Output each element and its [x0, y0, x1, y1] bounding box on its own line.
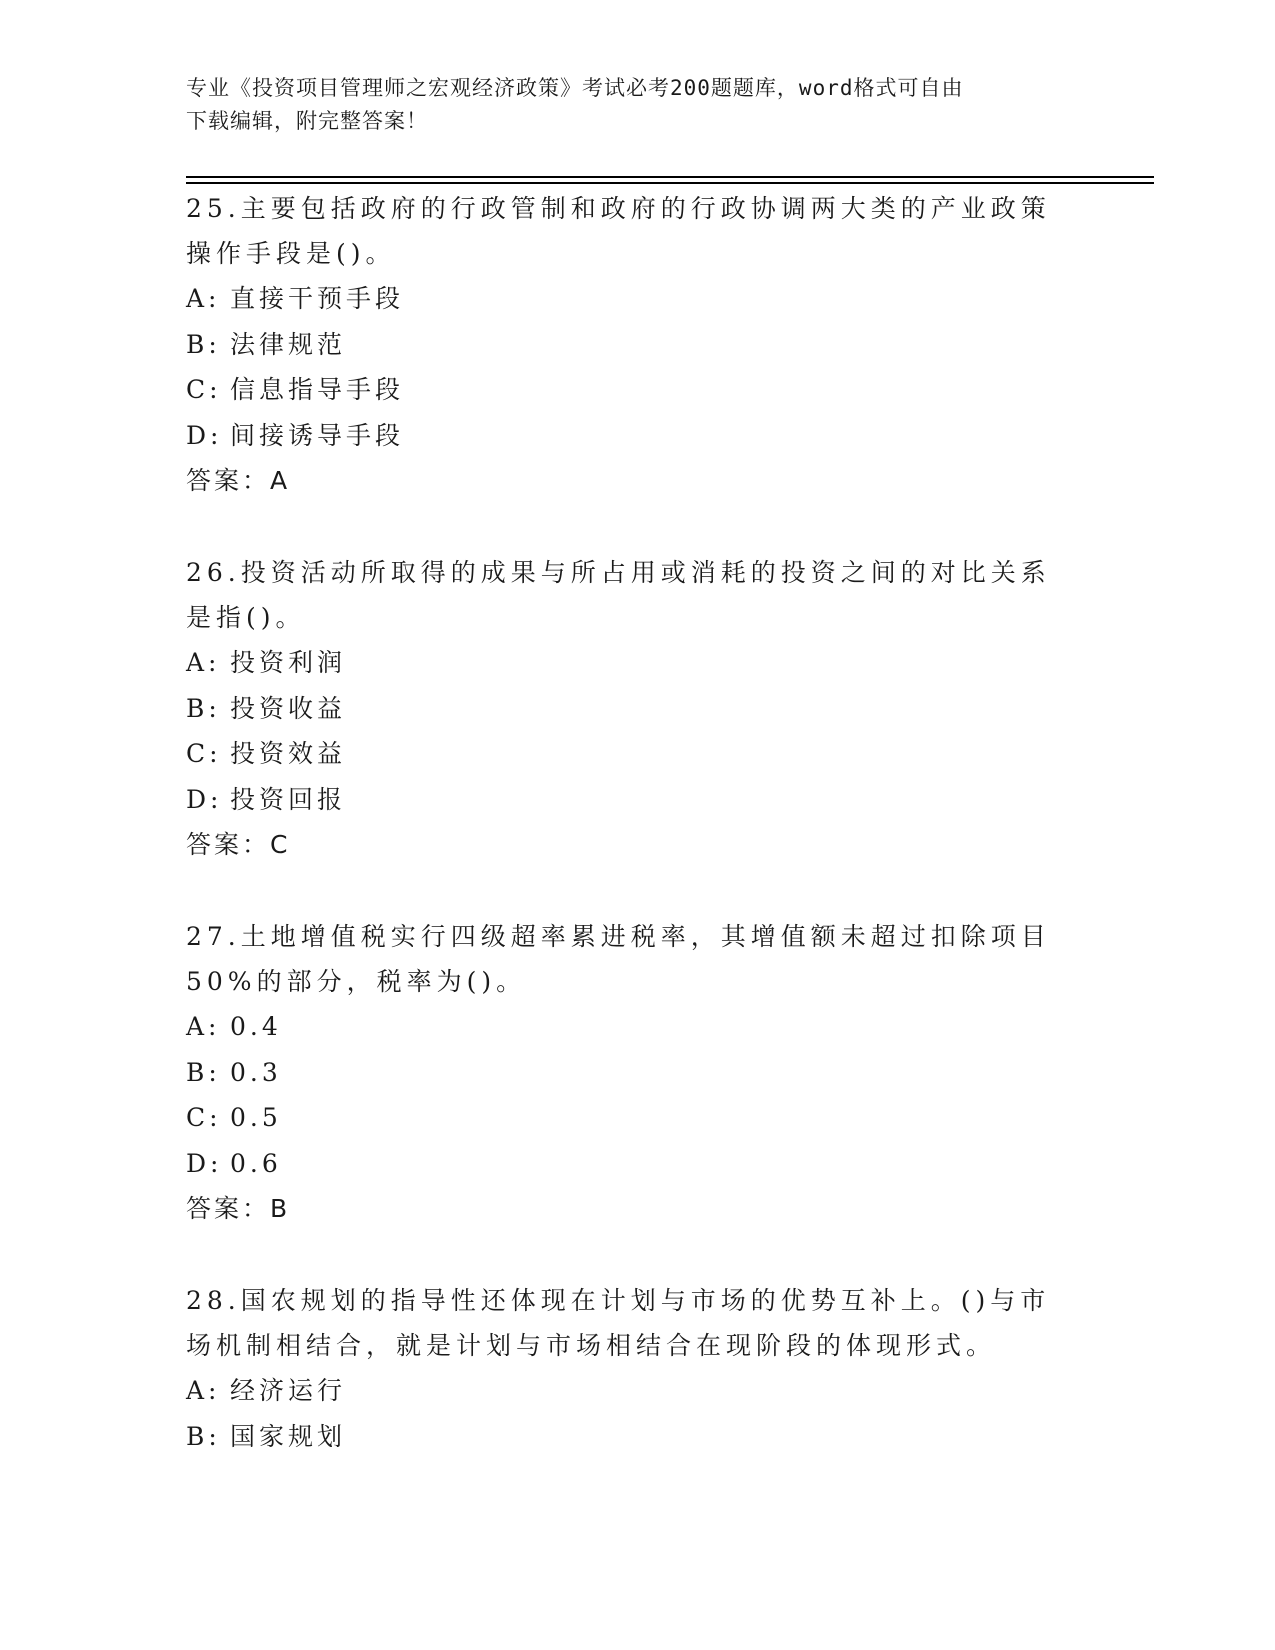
option-a — [186, 640, 1066, 686]
option-letter: A: — [186, 1376, 221, 1405]
option-letter: D: — [186, 784, 223, 814]
option-a — [186, 1004, 1066, 1050]
header-rule-top — [186, 176, 1154, 178]
option-b — [186, 686, 1066, 732]
option-text: 经济运行 — [230, 1376, 347, 1405]
option-letter: C: — [186, 739, 222, 768]
question-28 — [186, 1278, 1066, 1459]
question-26 — [186, 550, 1066, 868]
answer-line: 答案：C — [186, 830, 291, 859]
document-header — [186, 72, 1066, 138]
option-a — [186, 276, 1066, 322]
option-text: 投资收益 — [230, 693, 347, 723]
option-text: 0.4 — [230, 1012, 282, 1041]
option-c — [186, 731, 1066, 777]
option-letter: C: — [186, 375, 222, 404]
option-text: 法律规范 — [230, 329, 347, 359]
option-letter: D: — [186, 1148, 223, 1178]
header-line-1: 专业《投资项目管理师之宏观经济政策》考试必考200题题库，word格式可自由 — [186, 76, 964, 100]
option-text: 国家规划 — [230, 1421, 347, 1451]
option-letter: D: — [186, 420, 223, 450]
option-letter: B: — [186, 1421, 221, 1451]
header-line-2: 下载编辑，附完整答案！ — [186, 109, 428, 133]
question-text: 26.投资活动所取得的成果与所占用或消耗的投资之间的对比关系是指()。 — [186, 558, 1051, 632]
answer-line: 答案：B — [186, 1194, 291, 1223]
option-letter: C: — [186, 1103, 222, 1132]
option-c — [186, 367, 1066, 413]
option-text: 间接诱导手段 — [230, 420, 405, 450]
option-letter: A: — [186, 284, 221, 313]
option-text: 投资效益 — [230, 739, 347, 768]
option-c — [186, 1095, 1066, 1141]
question-text: 27.土地增值税实行四级超率累进税率，其增值额未超过扣除项目50%的部分，税率为()。 — [186, 922, 1051, 996]
question-25 — [186, 186, 1066, 504]
option-letter: A: — [186, 648, 221, 677]
header-rule-bottom — [186, 182, 1154, 184]
option-letter: A: — [186, 1012, 221, 1041]
question-text: 25.主要包括政府的行政管制和政府的行政协调两大类的产业政策操作手段是()。 — [186, 194, 1051, 268]
option-d — [186, 413, 1066, 459]
option-letter: B: — [186, 329, 221, 359]
option-b — [186, 1414, 1066, 1460]
option-text: 0.6 — [230, 1148, 282, 1178]
option-a — [186, 1368, 1066, 1414]
option-text: 直接干预手段 — [230, 284, 405, 313]
option-b — [186, 1050, 1066, 1096]
option-text: 信息指导手段 — [230, 375, 405, 404]
answer-line: 答案：A — [186, 466, 291, 495]
question-text: 28.国农规划的指导性还体现在计划与市场的优势互补上。()与市场机制相结合，就是计划与市场相结合在现阶段的体现形式。 — [186, 1286, 1051, 1360]
option-d — [186, 1141, 1066, 1187]
option-letter: B: — [186, 693, 221, 723]
question-list — [186, 186, 1066, 1505]
option-b — [186, 322, 1066, 368]
option-text: 投资利润 — [230, 648, 347, 677]
option-letter: B: — [186, 1057, 221, 1087]
option-text: 0.5 — [230, 1103, 282, 1132]
option-text: 投资回报 — [230, 784, 347, 814]
option-text: 0.3 — [230, 1057, 282, 1087]
option-d — [186, 777, 1066, 823]
question-27 — [186, 914, 1066, 1232]
